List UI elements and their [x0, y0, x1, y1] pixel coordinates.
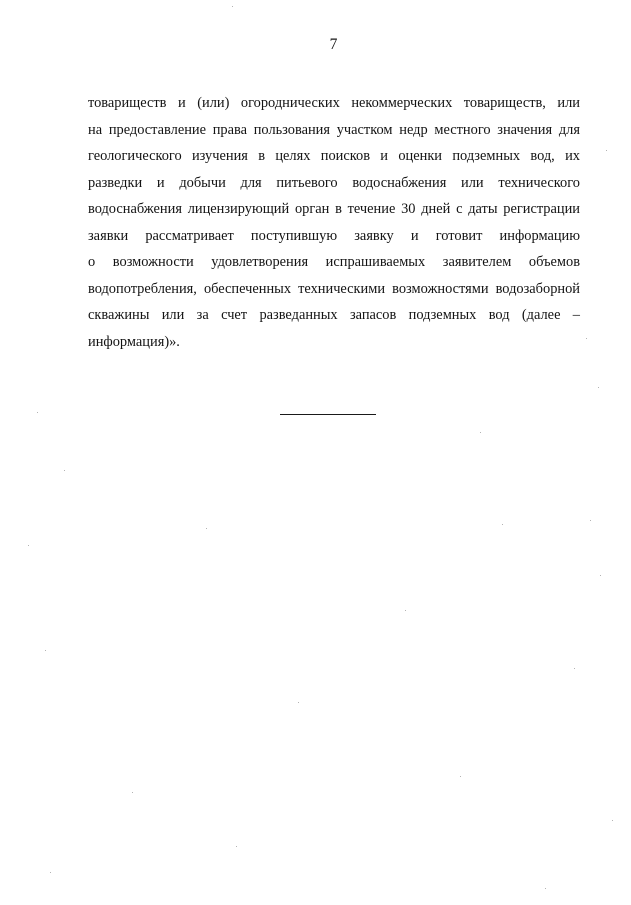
- text-line: геологического изучения в целях поисков и оценки подземных вод, их: [88, 148, 580, 164]
- text-line: скважины или за счет разведанных запасов подземных вод (далее –: [88, 307, 580, 323]
- page-number: 7: [329, 36, 338, 53]
- text-line: информация)».: [88, 333, 180, 350]
- text-line: водоснабжения лицензирующий орган в течение 30 дней с даты регистрации: [88, 201, 580, 217]
- text-line: о возможности удовлетворения испрашиваемых заявителем объемов: [88, 254, 580, 270]
- text-line: товариществ и (или) огороднических некоммерческих товариществ, или: [88, 95, 580, 111]
- text-line: заявки рассматривает поступившую заявку и готовит информацию: [88, 227, 580, 244]
- text-line: разведки и добычи для питьевого водоснабжения или технического: [88, 174, 580, 191]
- text-line: водопотребления, обеспеченных техническими возможностями водозаборной: [88, 280, 580, 297]
- end-separator-line: [280, 414, 376, 415]
- body-paragraph: [88, 90, 580, 355]
- text-line: на предоставление права пользования участком недр местного значения для: [88, 121, 580, 138]
